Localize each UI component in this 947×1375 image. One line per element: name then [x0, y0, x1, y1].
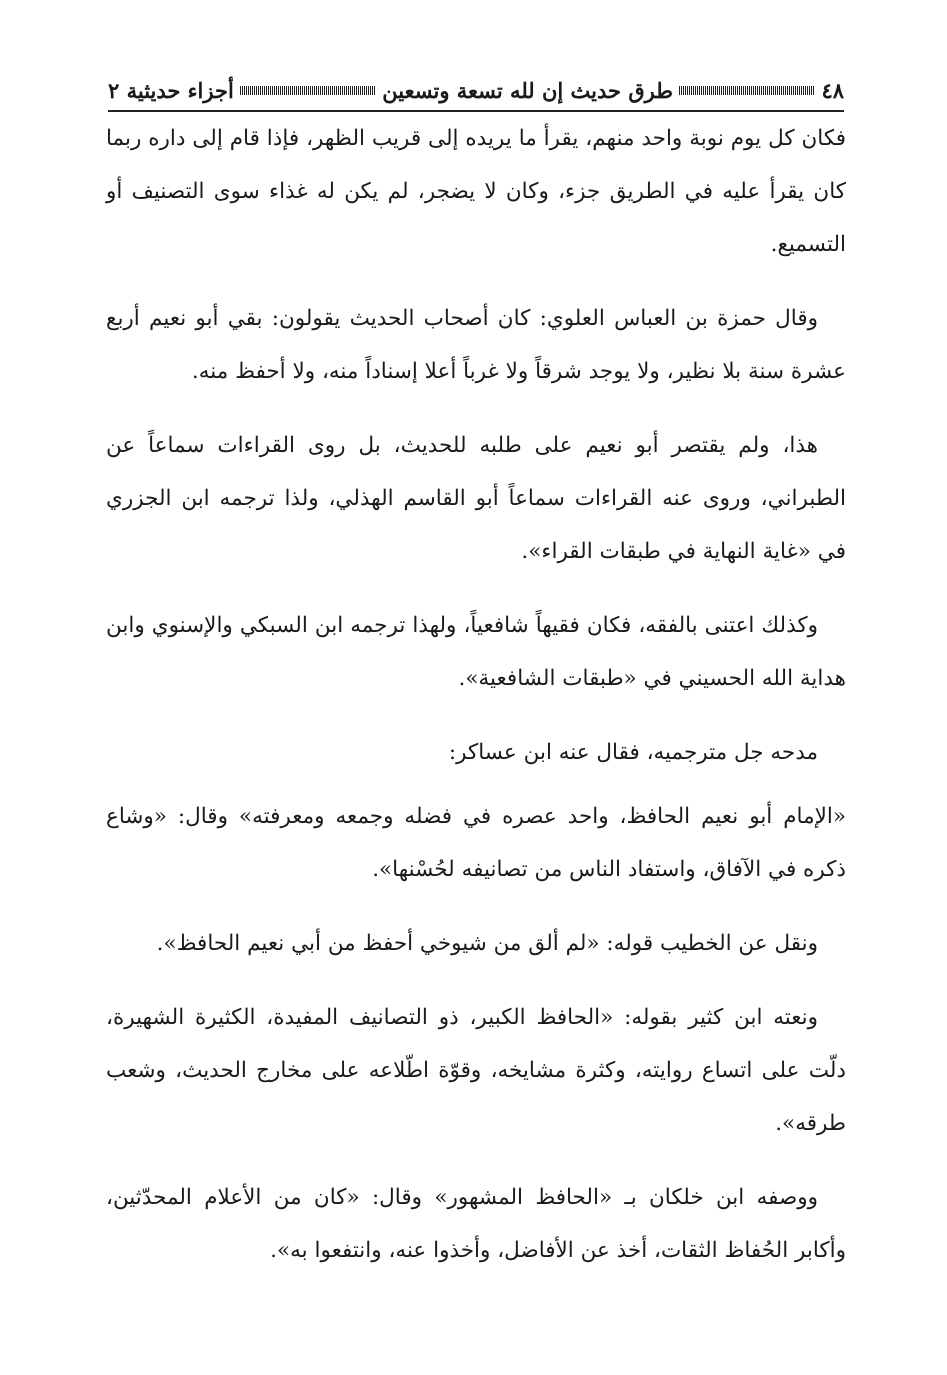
- paragraph: ونعته ابن كثير بقوله: «الحافظ الكبير، ذو التصانيف المفيدة، الكثيرة الشهيرة، دلّت على اتساع روايته، وكثرة مشايخه، وقوّة اطّلاعه على مخارج الحديث، وشعب طرقه».: [106, 1005, 846, 1136]
- book-title: طرق حديث إن لله تسعة وتسعين: [382, 77, 673, 103]
- page-body: [106, 112, 846, 1298]
- paragraph: فكان كل يوم نوبة واحد منهم، يقرأ ما يريده إلى قريب الظهر، فإذا قام إلى داره ربما كان يقرأ عليه في الطريق جزء، وكان لا يضجر، لم يكن له غذاء سوى التصنيف أو التسميع.: [106, 126, 846, 257]
- paragraph: ووصفه ابن خلكان بـ «الحافظ المشهور» وقال: «كان من الأعلام المحدّثين، وأكابر الحُفاظ الثقات، أخذ عن الأفاضل، وأخذوا عنه، وانتفعوا به».: [106, 1185, 846, 1263]
- running-header: [108, 70, 844, 112]
- page-number: ٤٨: [821, 77, 844, 103]
- header-ornament-rule: [679, 86, 816, 95]
- quotation: «الإمام أبو نعيم الحافظ، واحد عصره في فضله وجمعه ومعرفته» وقال: «وشاع ذكره في الآفاق، واستفاد الناس من تصانيفه لحُسْنها».: [106, 804, 846, 882]
- paragraph: هذا، ولم يقتصر أبو نعيم على طلبه للحديث، بل روى القراءات سماعاً عن الطبراني، وروى عنه القراءات سماعاً أبو القاسم الهذلي، ولذا ترجمه ابن الجزري في «غاية النهاية في طبقات القراء».: [106, 433, 846, 564]
- header-ornament-rule: [240, 86, 377, 95]
- paragraph: مدحه جل مترجميه، فقال عنه ابن عساكر:: [448, 740, 818, 765]
- paragraph: وكذلك اعتنى بالفقه، فكان فقيهاً شافعياً، ولهذا ترجمه ابن السبكي والإسنوي وابن هداية الله الحسيني في «طبقات الشافعية».: [106, 613, 846, 691]
- paragraph: وقال حمزة بن العباس العلوي: كان أصحاب الحديث يقولون: بقي أبو نعيم أربع عشرة سنة بلا نظير، ولا يوجد شرقاً ولا غرباً أعلا إسناداً منه، ولا أحفظ منه.: [106, 306, 846, 384]
- paragraph: ونقل عن الخطيب قوله: «لم ألق من شيوخي أحفظ من أبي نعيم الحافظ».: [156, 931, 818, 956]
- series-title: أجزاء حديثية ٢: [108, 77, 234, 103]
